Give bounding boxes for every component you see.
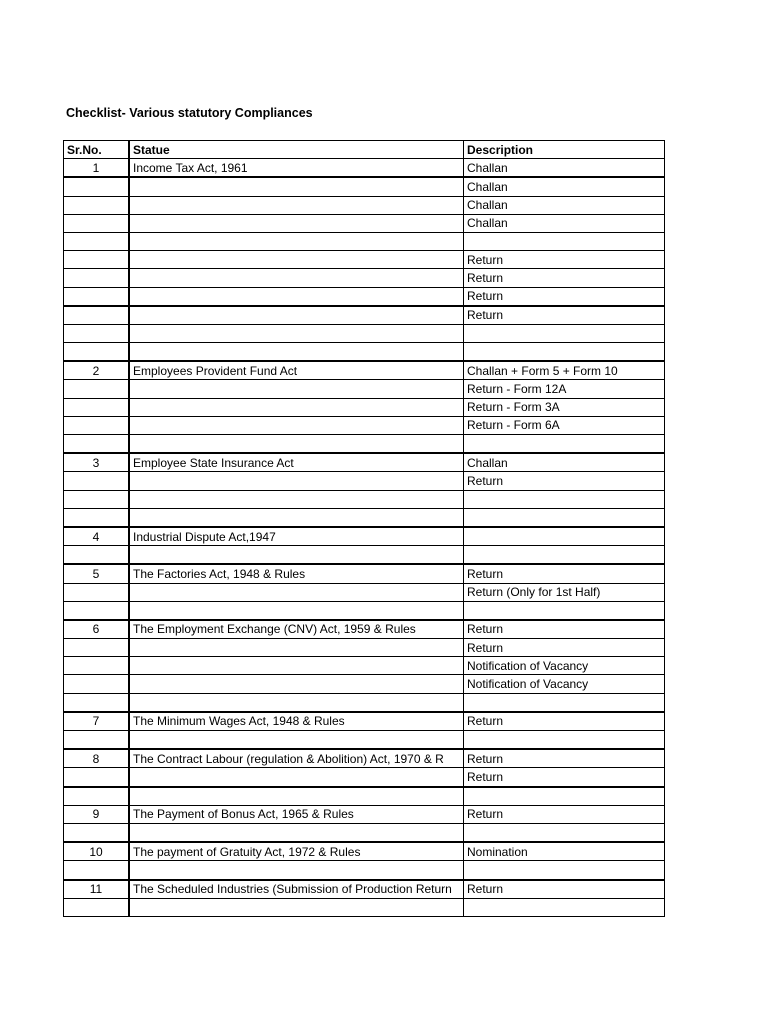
cell-sr-no [64, 639, 130, 657]
cell-sr-no [64, 306, 130, 325]
cell-description: Notification of Vacancy [464, 675, 665, 693]
cell-sr-no [64, 898, 130, 916]
cell-description [464, 435, 665, 454]
cell-description: Return [464, 251, 665, 269]
cell-statue: The Scheduled Industries (Submission of Production Return [129, 880, 464, 899]
cell-statue [129, 214, 464, 232]
cell-statue [129, 380, 464, 398]
table-row [64, 546, 665, 565]
cell-description: Nomination [464, 842, 665, 861]
table-row [64, 749, 665, 768]
header-description: Description [464, 141, 665, 159]
cell-sr-no: 6 [64, 620, 130, 639]
table-row [64, 842, 665, 861]
cell-description: Challan [464, 214, 665, 232]
cell-sr-no [64, 416, 130, 434]
table-row [64, 805, 665, 823]
cell-sr-no [64, 861, 130, 880]
cell-description: Return [464, 269, 665, 287]
cell-description [464, 601, 665, 620]
table-body [64, 159, 665, 917]
table-row [64, 898, 665, 916]
table-row [64, 232, 665, 250]
cell-statue [129, 639, 464, 657]
cell-sr-no: 9 [64, 805, 130, 823]
table-row [64, 472, 665, 490]
cell-sr-no [64, 398, 130, 416]
table-row [64, 712, 665, 731]
cell-sr-no [64, 768, 130, 787]
table-row [64, 583, 665, 601]
cell-sr-no: 10 [64, 842, 130, 861]
cell-description: Return [464, 564, 665, 583]
cell-description: Return [464, 639, 665, 657]
cell-statue [129, 787, 464, 806]
cell-description: Challan [464, 196, 665, 214]
cell-sr-no [64, 657, 130, 675]
cell-description [464, 343, 665, 362]
cell-sr-no: 8 [64, 749, 130, 768]
cell-description: Challan [464, 453, 665, 472]
cell-statue [129, 306, 464, 325]
cell-sr-no [64, 675, 130, 693]
table-row [64, 380, 665, 398]
cell-statue [129, 177, 464, 196]
cell-description [464, 324, 665, 342]
table-row [64, 490, 665, 508]
header-statue: Statue [129, 141, 464, 159]
table-row [64, 306, 665, 325]
cell-sr-no [64, 583, 130, 601]
cell-statue [129, 675, 464, 693]
table-row [64, 601, 665, 620]
cell-statue [129, 324, 464, 342]
table-row [64, 564, 665, 583]
cell-description [464, 508, 665, 527]
table-row [64, 269, 665, 287]
cell-description [464, 546, 665, 565]
cell-sr-no: 7 [64, 712, 130, 731]
cell-sr-no [64, 823, 130, 842]
cell-statue: The Employment Exchange (CNV) Act, 1959 & Rules [129, 620, 464, 639]
cell-description: Return [464, 306, 665, 325]
table-row [64, 159, 665, 178]
cell-sr-no: 3 [64, 453, 130, 472]
cell-sr-no [64, 324, 130, 342]
table-row [64, 880, 665, 899]
cell-statue [129, 823, 464, 842]
cell-sr-no: 2 [64, 361, 130, 380]
cell-statue: The Factories Act, 1948 & Rules [129, 564, 464, 583]
table-row [64, 693, 665, 712]
cell-sr-no [64, 731, 130, 750]
cell-statue: Industrial Dispute Act,1947 [129, 527, 464, 546]
cell-sr-no: 5 [64, 564, 130, 583]
cell-statue [129, 693, 464, 712]
table-header-row [64, 141, 665, 159]
cell-description: Challan [464, 177, 665, 196]
cell-statue [129, 398, 464, 416]
cell-description: Return [464, 805, 665, 823]
cell-statue [129, 657, 464, 675]
cell-description: Return [464, 620, 665, 639]
cell-sr-no [64, 214, 130, 232]
table-row [64, 251, 665, 269]
cell-statue [129, 232, 464, 250]
cell-description [464, 693, 665, 712]
table-row [64, 416, 665, 434]
cell-description: Challan + Form 5 + Form 10 [464, 361, 665, 380]
table-row [64, 731, 665, 750]
cell-sr-no: 11 [64, 880, 130, 899]
cell-sr-no [64, 508, 130, 527]
cell-sr-no [64, 472, 130, 490]
cell-statue: The Minimum Wages Act, 1948 & Rules [129, 712, 464, 731]
cell-description [464, 232, 665, 250]
cell-description: Return [464, 712, 665, 731]
table-row [64, 861, 665, 880]
cell-description: Return - Form 12A [464, 380, 665, 398]
table-row [64, 675, 665, 693]
cell-sr-no [64, 435, 130, 454]
cell-sr-no [64, 196, 130, 214]
cell-description: Notification of Vacancy [464, 657, 665, 675]
cell-sr-no [64, 232, 130, 250]
cell-sr-no [64, 251, 130, 269]
cell-description: Return - Form 6A [464, 416, 665, 434]
cell-description [464, 823, 665, 842]
cell-statue [129, 898, 464, 916]
table-row [64, 196, 665, 214]
cell-statue [129, 269, 464, 287]
header-sr-no: Sr.No. [64, 141, 130, 159]
cell-statue: Employees Provident Fund Act [129, 361, 464, 380]
cell-description [464, 527, 665, 546]
table-row [64, 398, 665, 416]
cell-statue [129, 416, 464, 434]
table-row [64, 177, 665, 196]
cell-statue [129, 731, 464, 750]
cell-description: Return [464, 880, 665, 899]
cell-sr-no [64, 601, 130, 620]
table-row [64, 287, 665, 306]
cell-description: Return (Only for 1st Half) [464, 583, 665, 601]
cell-sr-no [64, 546, 130, 565]
cell-statue [129, 490, 464, 508]
cell-sr-no [64, 269, 130, 287]
cell-statue: Income Tax Act, 1961 [129, 159, 464, 178]
cell-description: Return [464, 749, 665, 768]
table-row [64, 361, 665, 380]
cell-sr-no [64, 693, 130, 712]
cell-statue [129, 435, 464, 454]
cell-sr-no [64, 287, 130, 306]
cell-sr-no: 1 [64, 159, 130, 178]
cell-sr-no: 4 [64, 527, 130, 546]
cell-statue: The Contract Labour (regulation & Abolition) Act, 1970 & R [129, 749, 464, 768]
cell-description: Challan [464, 159, 665, 178]
cell-statue [129, 768, 464, 787]
page-title: Checklist- Various statutory Compliances [66, 106, 313, 120]
table-row [64, 453, 665, 472]
table-row [64, 343, 665, 362]
table-row [64, 324, 665, 342]
table-row [64, 435, 665, 454]
cell-statue [129, 287, 464, 306]
cell-statue [129, 601, 464, 620]
cell-description [464, 898, 665, 916]
cell-description: Return [464, 472, 665, 490]
cell-statue [129, 196, 464, 214]
cell-description [464, 861, 665, 880]
cell-description: Return - Form 3A [464, 398, 665, 416]
table-row [64, 620, 665, 639]
cell-statue [129, 343, 464, 362]
cell-statue [129, 472, 464, 490]
cell-description [464, 787, 665, 806]
cell-statue [129, 861, 464, 880]
table-row [64, 214, 665, 232]
cell-sr-no [64, 490, 130, 508]
cell-statue [129, 251, 464, 269]
cell-statue [129, 583, 464, 601]
cell-statue: Employee State Insurance Act [129, 453, 464, 472]
cell-description [464, 490, 665, 508]
cell-statue: The payment of Gratuity Act, 1972 & Rules [129, 842, 464, 861]
table-row [64, 639, 665, 657]
cell-sr-no [64, 380, 130, 398]
table-row [64, 823, 665, 842]
cell-description: Return [464, 287, 665, 306]
cell-sr-no [64, 177, 130, 196]
table-row [64, 527, 665, 546]
table-row [64, 508, 665, 527]
compliance-table [63, 140, 665, 917]
cell-statue [129, 546, 464, 565]
cell-description [464, 731, 665, 750]
table-row [64, 787, 665, 806]
table-row [64, 657, 665, 675]
table-row [64, 768, 665, 787]
cell-sr-no [64, 343, 130, 362]
cell-sr-no [64, 787, 130, 806]
cell-description: Return [464, 768, 665, 787]
cell-statue [129, 508, 464, 527]
cell-statue: The Payment of Bonus Act, 1965 & Rules [129, 805, 464, 823]
